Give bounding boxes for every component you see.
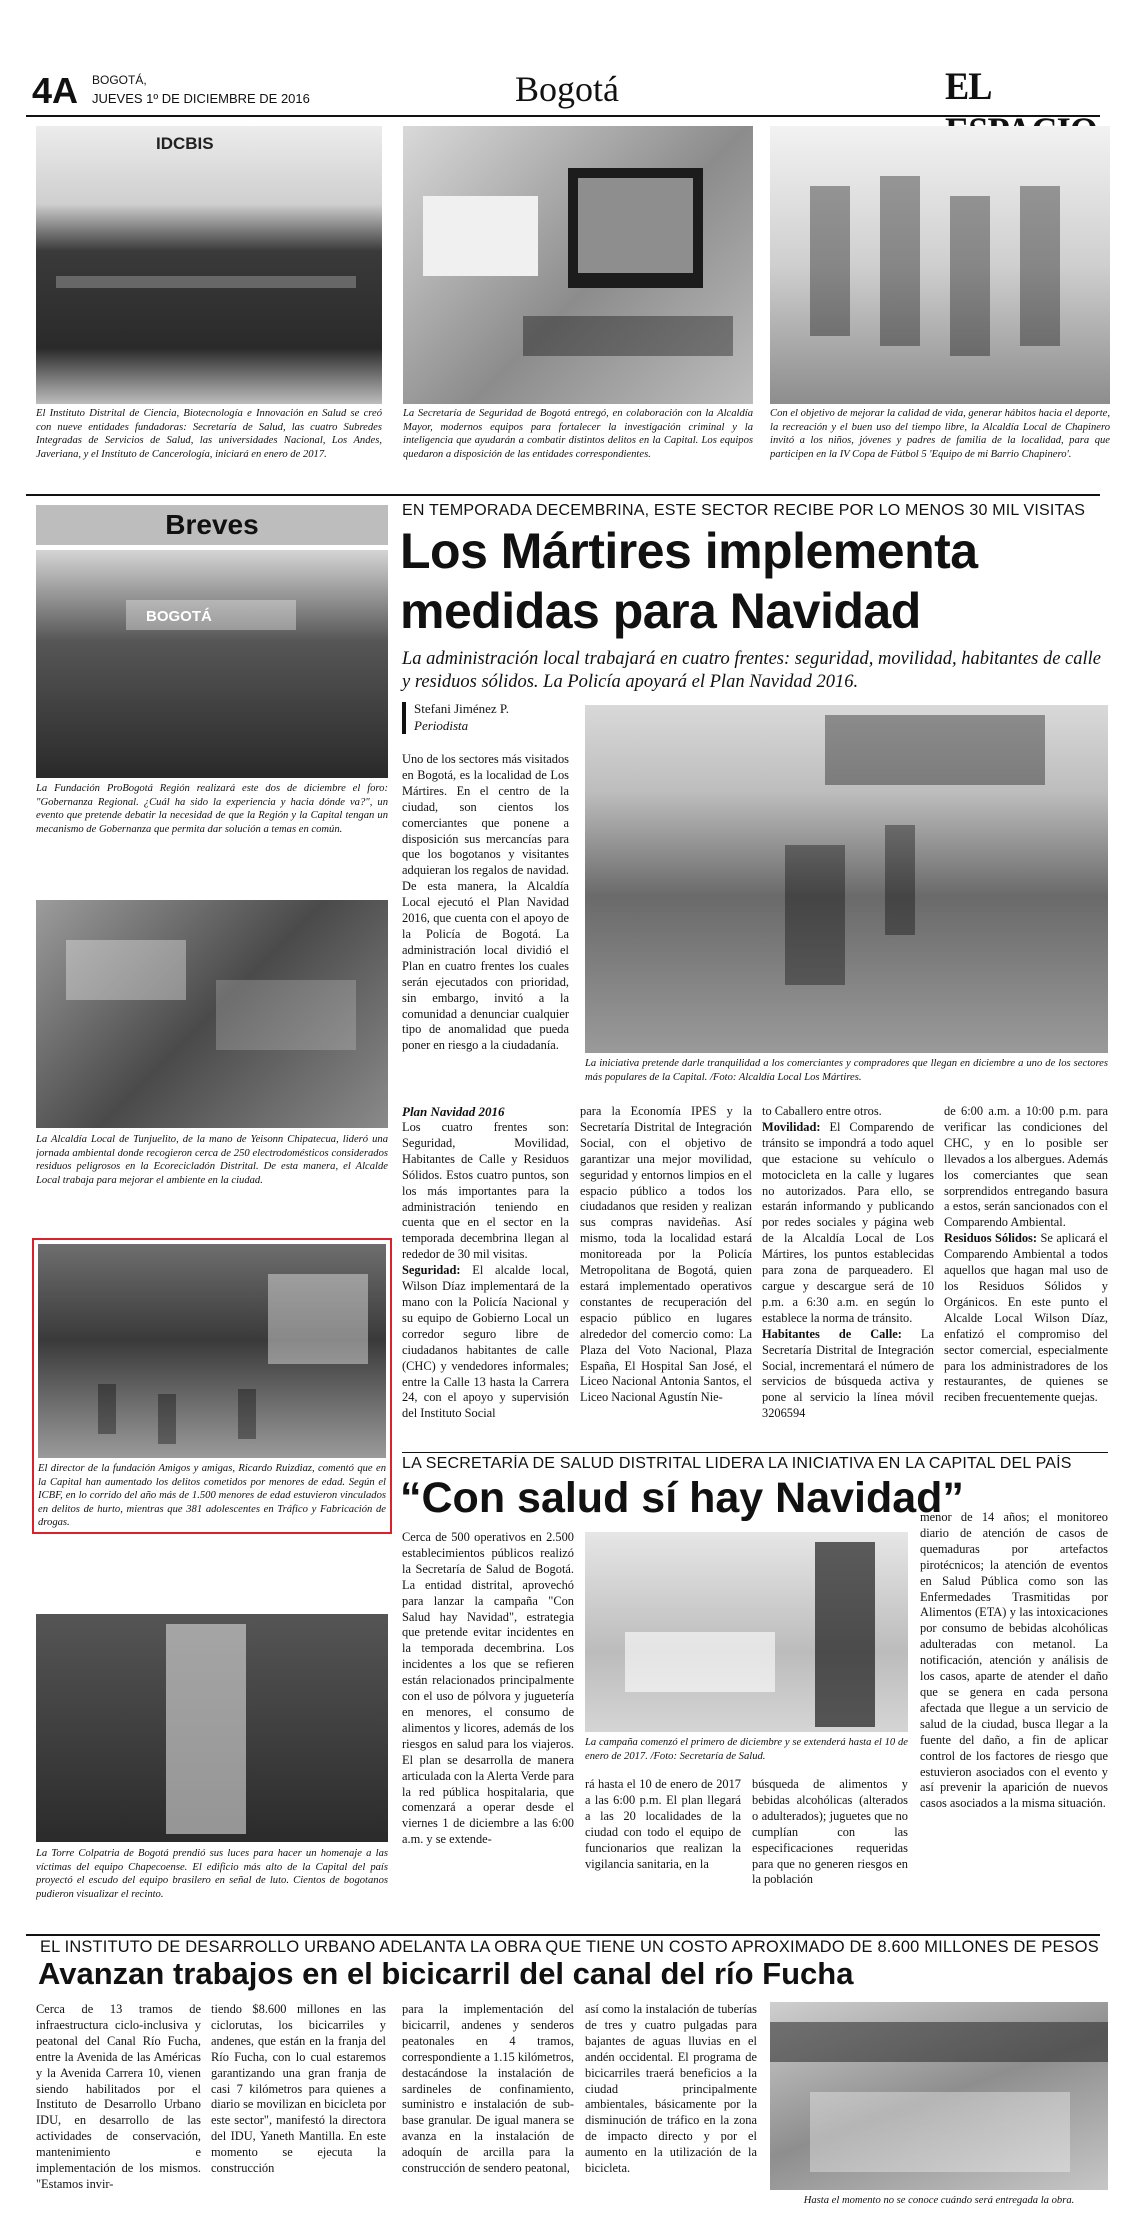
header-rule xyxy=(26,115,1100,117)
article2-col1: Cerca de 500 operativos en 2.500 establecimientos públicos realizó la Secretaría de Salud de Bogotá. La entidad distrital, aprovechó para lanzar la campaña "Con Salud hay Navidad", estrategia que pretende evitar incidentes en la temporada decembrina. Los incidentes a los que se refieren están relacionados principalmente con el uso de pólvora y juguetería en menores, el consumo de alimentos y licores, además de los riesgos en salud para los viajeros. El plan se desarrolla de manera articulada con la Alerta Verde para la red pública hospitalaria, que comenzará a operar desde el viernes 1 de diciembre a las 6:00 a.m. y se extende- xyxy=(402,1530,574,1847)
article1-col1-label: Seguridad: xyxy=(402,1263,461,1278)
breves-photo-sign: BOGOTÁ xyxy=(146,608,212,625)
page-number: 4A xyxy=(32,70,79,111)
article1-col1-text-b: El alcalde local, Wilson Díaz implementará de la mano con la Policía Nacional y su equipo de Gobierno Local un corredor seguro libre de ciudadanos habitantes de calle (CHC) y vendedores informales; entre la Calle 13 hasta la Carrera 24, con el apoyo y supervisión del Instituto Social xyxy=(402,1263,569,1421)
article1-col4 xyxy=(944,1104,1108,1450)
breves-photo-4 xyxy=(36,1614,388,1842)
header-city: BOGOTÁ, xyxy=(92,73,147,87)
article1-headline-line2: medidas para Navidad xyxy=(400,583,921,639)
article1-deck: La administración local trabajará en cuatro frentes: seguridad, movilidad, habitantes de calle y residuos sólidos. La Policía apoyará el Plan Navidad 2016. xyxy=(402,649,1101,692)
article3-top-rule xyxy=(26,1934,1100,1936)
top-caption-2: La Secretaría de Seguridad de Bogotá entregó, en colaboración con la Alcaldía Mayor, modernos equipos para fortalecer la investigación criminal y la inteligencia que ayudarán a combatir distintos delitos en la Capital. Los equipos quedaron a disposición de las entidades correspondientes. xyxy=(403,408,753,460)
breves-photo-3 xyxy=(38,1244,386,1458)
article1-author: Stefani Jiménez P. xyxy=(414,701,509,716)
article1-col3-label2: Habitantes de Calle: xyxy=(762,1326,902,1341)
top-photo-1 xyxy=(36,126,382,404)
article1-lead: Uno de los sectores más visitados en Bogotá, es la localidad de Los Mártires. En el centro de la ciudad, son cientos los comerciantes que ponene a disposición sus mercancías para que los bogotanos y visitantes adquieran los regalos de navidad. De esta manera, la Alcaldía Local ejecutó el Plan Navidad 2016, que cuenta con el apoyo de la Policía de Bogotá. La administración local dividió el Plan en cuatro frentes los cuales serán ejecutados con prioridad, sin embargo, invitó a la comunidad a denunciar cualquier tipo de anomalidad que pueda poner en riesgo a la ciudadanía. xyxy=(402,752,569,1053)
breves-photo-2 xyxy=(36,900,388,1128)
top-photo-3 xyxy=(770,126,1110,404)
article1-col3 xyxy=(762,1104,934,1450)
article2-col4: menor de 14 años; el monitoreo diario de atención de casos de quemaduras por artefactos pirotécnicos; la atención de eventos en Salud Pública como son las Enfermedades Trasmitidas por Alimentos (ETA) y las intoxicaciones por consumo de bebidas alcohólicas adulteradas con metanol. La notificación, atención y análisis de los casos, aparte de atender el daño que se genera en cada persona afectada que llegue a un servicio de salud de la ciudad, busca llegar a la fuente del daño, a fin de aplicar control de los factores de riesgo que estuvieron asociados con el evento y así prevenir la aparición de nuevos casos asociados a la misma situación. xyxy=(920,1510,1108,1811)
article1-kicker: EN TEMPORADA DECEMBRINA, ESTE SECTOR RECIBE POR LO MENOS 30 MIL VISITAS xyxy=(402,502,1086,519)
article2-photo-caption: La campaña comenzó el primero de diciembre y se extenderá hasta el 10 de enero de 2017. /Foto: Secretaría de Salud. xyxy=(585,1737,908,1762)
article2-col3: búsqueda de alimentos y bebidas alcohólicas (alterados o adulterados); juguetes que no cumplían con las especificaciones requeridas para que no generen riesgos en la población xyxy=(752,1777,908,1887)
breves-photo-1 xyxy=(36,550,388,778)
article1-col4-text-b: Se aplicará el Comparendo Ambiental a todos aquellos que hagan mal uso de los Residuos Sólidos y Orgánicos. En este punto el Alcalde Local Wilson Díaz, enfatizó el compromiso del sector comercial, especialmente para los administradores de los restaurantes, de quienes se reciben frecuentemente quejas. xyxy=(944,1231,1108,1405)
author-bar xyxy=(402,702,406,734)
article3-photo xyxy=(770,2002,1108,2190)
section-name: Bogotá xyxy=(515,69,619,109)
top-section-rule xyxy=(26,494,1100,496)
article2-photo xyxy=(585,1532,908,1732)
header-date: JUEVES 1º DE DICIEMBRE DE 2016 xyxy=(92,91,310,106)
article1-col3-text: to Caballero entre otros. xyxy=(762,1104,882,1118)
breves-title: Breves xyxy=(36,505,388,545)
top-caption-1: El Instituto Distrital de Ciencia, Biotecnología e Innovación en Salud se creó con nueve entidades fundadoras: Secretaría de Salud, las cuatro Subredes Integradas de Servicios de Salud, las universidades Nacional, Los Andes, Javeriana, y el Instituto de Cancerología, iniciará en enero de 2017. xyxy=(36,408,382,460)
article1-col4-label: Residuos Sólidos: xyxy=(944,1231,1037,1246)
article3-kicker: EL INSTITUTO DE DESARROLLO URBANO ADELANTA LA OBRA QUE TIENE UN COSTO APROXIMADO DE 8.600 MILLONES DE PESOS xyxy=(40,1938,1099,1956)
article3-headline: Avanzan trabajos en el bicicarril del canal del río Fucha xyxy=(38,1956,854,1991)
breves-caption-2: La Alcaldía Local de Tunjuelito, de la mano de Yeisonn Chipatecua, lideró una jornada ambiental donde recogieron cerca de 250 electrodomésticos considerados residuos peligrosos en la Ecorecicladón Distrital. De esta manera, el Alcalde Local trabaja para mejorar el ambiente en la ciudad. xyxy=(36,1134,388,1186)
article3-photo-caption: Hasta el momento no se conoce cuándo será entregada la obra. xyxy=(803,2195,1075,2206)
photo-banner-text: IDCBIS xyxy=(156,134,214,153)
article1-col1-text: Los cuatro frentes son: Seguridad, Movilidad, Habitantes de Calle y Residuos Sólidos. Estos cuatro puntos, son los más importantes para la administración teniendo en cuenta que en el sector en la temporada decembrina llegan al rededor de 30 mil visitas. xyxy=(402,1120,569,1262)
article1-col4-text: de 6:00 a.m. a 10:00 p.m. para verificar las condiciones del CHC, y en lo posible ser llevados a los albergues. Además los comerciantes que sean sorprendidos entregando basura a estos, serán sancionados con el Comparendo Ambiental. xyxy=(944,1104,1108,1230)
article1-headline-line1: Los Mártires implementa xyxy=(400,523,978,579)
breves-caption-3: El director de la fundación Amigos y amigas, Ricardo Ruizdiaz, comentó que en la Capital han aumentado los delitos cometidos por menores de edad. Según el ICBF, en lo corrido del año más de 1.500 menores de edad estuvieron vinculados en delitos de hurto, mientras que 381 adolescentes en Tráfico y Fabricación de drogas. xyxy=(38,1463,386,1529)
article1-col3-text-c: La Secretaría Distrital de Integración Social, incrementará el número de servicios de búsqueda activa y pone al servicio la línea móvil 3206594 xyxy=(762,1326,934,1421)
article1-author-role: Periodista xyxy=(414,718,469,733)
article3-col2: tiendo $8.600 millones en las ciclorutas, los bicicarriles y andenes, que están en la franja del Río Fucha, con lo cual estaremos garantizando una gran franja de casi 7 kilómetros para quienes a diario se movilizan en bicicleta por este sector", manifestó la directora del IDU, Yaneth Mantilla. En este momento se ejecuta la construcción xyxy=(211,2002,386,2176)
article2-kicker: LA SECRETARÍA DE SALUD DISTRITAL LIDERA LA INICIATIVA EN LA CAPITAL DEL PAÍS xyxy=(402,1455,1072,1472)
article1-photo xyxy=(585,705,1108,1053)
article2-headline: “Con salud sí hay Navidad” xyxy=(400,1474,964,1522)
article3-col4: así como la instalación de tuberías de tres y cuatro pulgadas para bajantes de aguas lluvias en el andén occidental. El programa de bicicarriles traerá beneficios a la ciudad principalmente ambientales, básicamente por la disminución de tráfico en la zona de impacto directo y por el aumento en la utilización de la bicicleta. xyxy=(585,2002,757,2176)
article1-col3-label1: Movilidad: xyxy=(762,1119,821,1134)
breves-caption-4: La Torre Colpatria de Bogotá prendió sus luces para hacer un homenaje a las víctimas del equipo Chapecoense. El edificio más alto de la Capital del país proyectó el escudo del equipo brasilero en señal de luto. Cientos de bogotanos pudieron visualizar el recinto. xyxy=(36,1848,388,1900)
article1-col1 xyxy=(402,1120,569,1450)
article1-subhead: Plan Navidad 2016 xyxy=(402,1104,505,1119)
masthead: EL xyxy=(945,65,990,108)
top-photo-2 xyxy=(403,126,753,404)
article1-bottom-rule xyxy=(402,1452,1108,1453)
article3-col1: Cerca de 13 tramos de infraestructura ciclo-inclusiva y peatonal del Canal Río Fucha, entre la Avenida de las Américas y la Avenida Carrera 10, vienen siendo habilitados por el Instituto de Desarrollo Urbano IDU, en desarrollo de las actividades de conservación, mantenimiento e implementación de los mismos. "Estamos invir- xyxy=(36,2002,201,2191)
top-caption-3: Con el objetivo de mejorar la calidad de vida, generar hábitos hacia el deporte, la recreación y el buen uso del tiempo libre, la Alcaldía Local de Chapinero invitó a los niños, jóvenes y padres de familia de la localidad, para que participen en la IV Copa de Fútbol 5 'Equipo de mi Barrio Chapinero'. xyxy=(770,408,1110,460)
article3-col3: para la implementación del bicicarril, andenes y senderos peatonales en 4 tramos, correspondiente a 1.15 kilómetros, destacándose la instalación de sardineles de confinamiento, suministro e instalación de sub-base granular. De igual manera se avanza en la instalación de adoquín de arcilla para la construcción de sendero peatonal, xyxy=(402,2002,574,2176)
article2-col2: rá hasta el 10 de enero de 2017 a las 6:00 p.m. El plan llegará a las 20 localidades de la ciudad con todo el equipo de funcionarios que realizan la vigilancia sanitaria, en la xyxy=(585,1777,741,1871)
article1-col2: para la Economía IPES y la Secretaría Distrital de Integración Social, con el objetivo de garantizar una mejor movilidad, seguridad y entornos limpios en el espacio público a todos los ciudadanos que residen y realizan sus compras navideñas. Así mismo, toda la localidad estará monitoreada por la Policía Metropolitana de Bogotá, quien estará implementado operativos constantes de recuperación del espacio público en lugares alrededor del comercio como: La Plaza del Voto Nacional, Plaza España, El Hospital San José, el Liceo Nacional Antonia Santos, el Liceo Nacional Agustín Nie- xyxy=(580,1104,752,1405)
breves-caption-1: La Fundación ProBogotá Región realizará este dos de diciembre el foro: "Gobernanza Regional. ¿Cuál ha sido la experiencia y hacia dónde va?", un evento que pretende debatir la necesidad de que la Región y la Capital tengan un mecanismo de Gobernanza que permita dar solución a temas en común. xyxy=(36,783,388,835)
article1-photo-caption: La iniciativa pretende darle tranquilidad a los comerciantes y compradores que llegan en diciembre a uno de los sectores más populares de la Capital. /Foto: Alcaldía Local Los Mártires. xyxy=(585,1058,1108,1083)
article1-col3-text-b: El Comparendo de tránsito se impondrá a todo aquel que estacione su vehículo o motocicleta en la calle y lugares no autorizados. Para ello, se estarán informando y publicando por redes sociales y página web de la Alcaldía Local de Los Mártires, los puntos establecidas para zona de parqueadero. El cargue y descargue será de 10 p.m. a 6:30 a.m. en según lo establece la norma de tránsito. xyxy=(762,1119,934,1325)
